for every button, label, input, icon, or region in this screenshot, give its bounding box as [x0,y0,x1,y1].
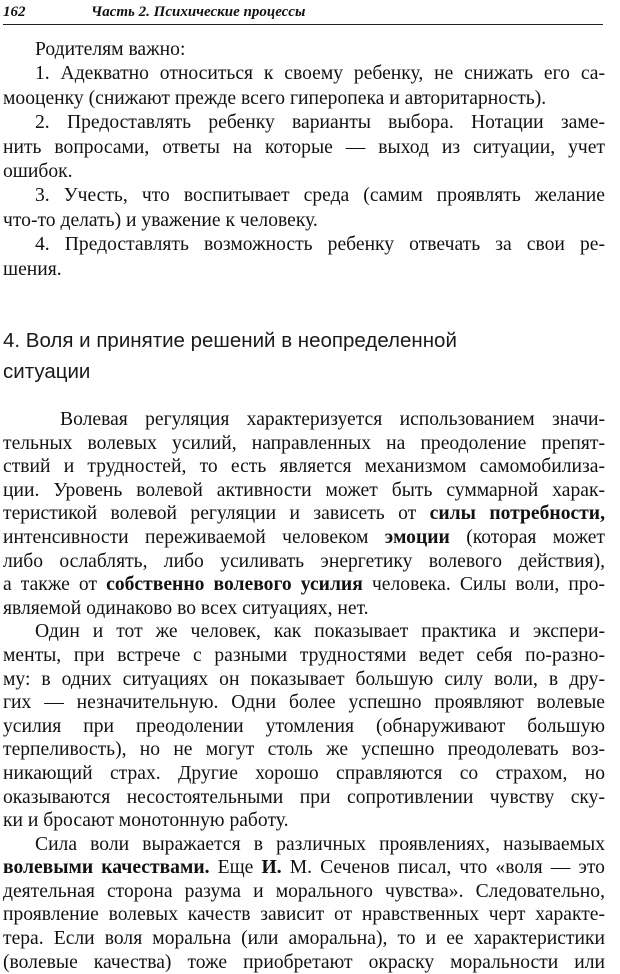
bold-term-emotion: эмоции [384,526,450,548]
bold-term-need-strength: силы потребности, [429,503,605,525]
text-run: человека. Силы воли, про- [362,574,605,596]
parents-advice-list [3,38,605,282]
paragraph-2-line: му: в одних ситуациях он показывает большую силу воли, в дру- [3,668,605,690]
text-run: теристикой волевой регуляции и зависеть от [3,503,430,525]
paragraph-3-line: тера. Если воля моральна (или аморальна), то и ее характеристики [3,928,605,950]
paragraph-2-line: усилия при преодолении утомления (обнаруживают большую [3,715,605,737]
section-heading-line-1: 4. Воля и принятие решений в неопределенной [3,329,457,352]
list-item-2-line-3: ошибок. [3,160,73,182]
paragraph-1-line [3,502,605,526]
bold-term-volitional-qualities: волевыми качествами. [3,857,210,879]
paragraph-3-line [3,856,605,880]
text-run: а также от [3,574,107,596]
list-intro: Родителям важно: [35,39,186,60]
paragraph-1-line [3,526,605,550]
paragraph-3-line: проявление волевых качеств зависит от нравственных черт характе- [3,904,605,926]
list-item-3-line-1: 3. Учесть, что воспитывает среда (самим проявлять желание [35,185,605,207]
paragraph-2-line: гих — незначительную. Одни более успешно проявляют волевые [3,692,605,714]
paragraph-3-line: (волевые качества) тоже приобретают окраску моральности или [3,951,605,973]
paragraph-2-line: оказываются несостоятельными при сопротивлении чувству ску- [3,786,605,808]
text-run: М. Сеченов писал, что «воля — это [281,857,605,879]
paragraph-1-line: либо ослаблять, либо усиливать энергетику волевого действия), [3,550,605,572]
text-run: Еще [209,857,262,879]
list-item-1-line-2: мооценку (снижают прежде всего гиперопека и авторитарность). [3,87,547,109]
section-heading [3,325,523,387]
list-item-2-line-1: 2. Предоставлять ребенку варианты выбора. Нотации заме- [35,112,605,134]
bold-initial: И. [261,857,282,879]
list-item-4-line-1: 4. Предоставлять возможность ребенку отвечать за свои ре- [35,234,605,256]
list-item-1-line-1: 1. Адекватно относиться к своему ребенку, не снижать его са- [35,63,605,85]
paragraph-2-line: Один и тот же человек, как показывает практика и экспери- [35,621,605,643]
list-item-4-line-2: шения. [3,258,62,280]
paragraph-1-line: ции. Уровень волевой активности может быть суммарной харак- [3,479,605,501]
running-title: Часть 2. Психические процессы [91,4,306,20]
page-number: 162 [3,4,26,20]
bold-term-volitional-effort: собственно волевого усилия [106,574,363,596]
paragraph-1-line: ствий и трудностей, то есть является механизмом самомобилиза- [3,456,605,478]
paragraph-1-line [3,573,605,597]
text-run: интенсивности переживаемой человеком [3,526,385,548]
paragraph-2-line: никающий страх. Другие хорошо справляются со страхом, но [3,762,605,784]
paragraph-3-line: деятельная сторона разума и морального чувства». Следовательно, [3,880,605,902]
paragraph-2-line: терпеливость), но не могут столь же успешно преодолевать воз- [3,739,605,761]
running-header [3,2,603,25]
paragraph-1-line: тельных волевых усилий, направленных на преодоление препят- [3,432,605,454]
paragraph-1-line: Волевая регуляция характеризуется использованием значи- [60,409,605,430]
paragraph-3-line: Сила воли выражается в различных проявлениях, называемых [35,833,605,855]
section-heading-line-2: ситуации [3,360,91,383]
text-run: (которая может [449,526,605,548]
list-item-2-line-2: нить вопросами, ответы на которые — выход из ситуации, учет [3,136,605,158]
list-item-3-line-2: что-то делать) и уважение к человеку. [3,209,318,231]
section-body [3,408,605,974]
paragraph-2-line: ки и бросают монотонную работу. [3,810,289,832]
paragraph-1-line: являемой одинаково во всех ситуациях, нет. [3,597,369,619]
paragraph-2-line: менты, при встрече с разными трудностями ведет себя по-разно- [3,644,605,666]
